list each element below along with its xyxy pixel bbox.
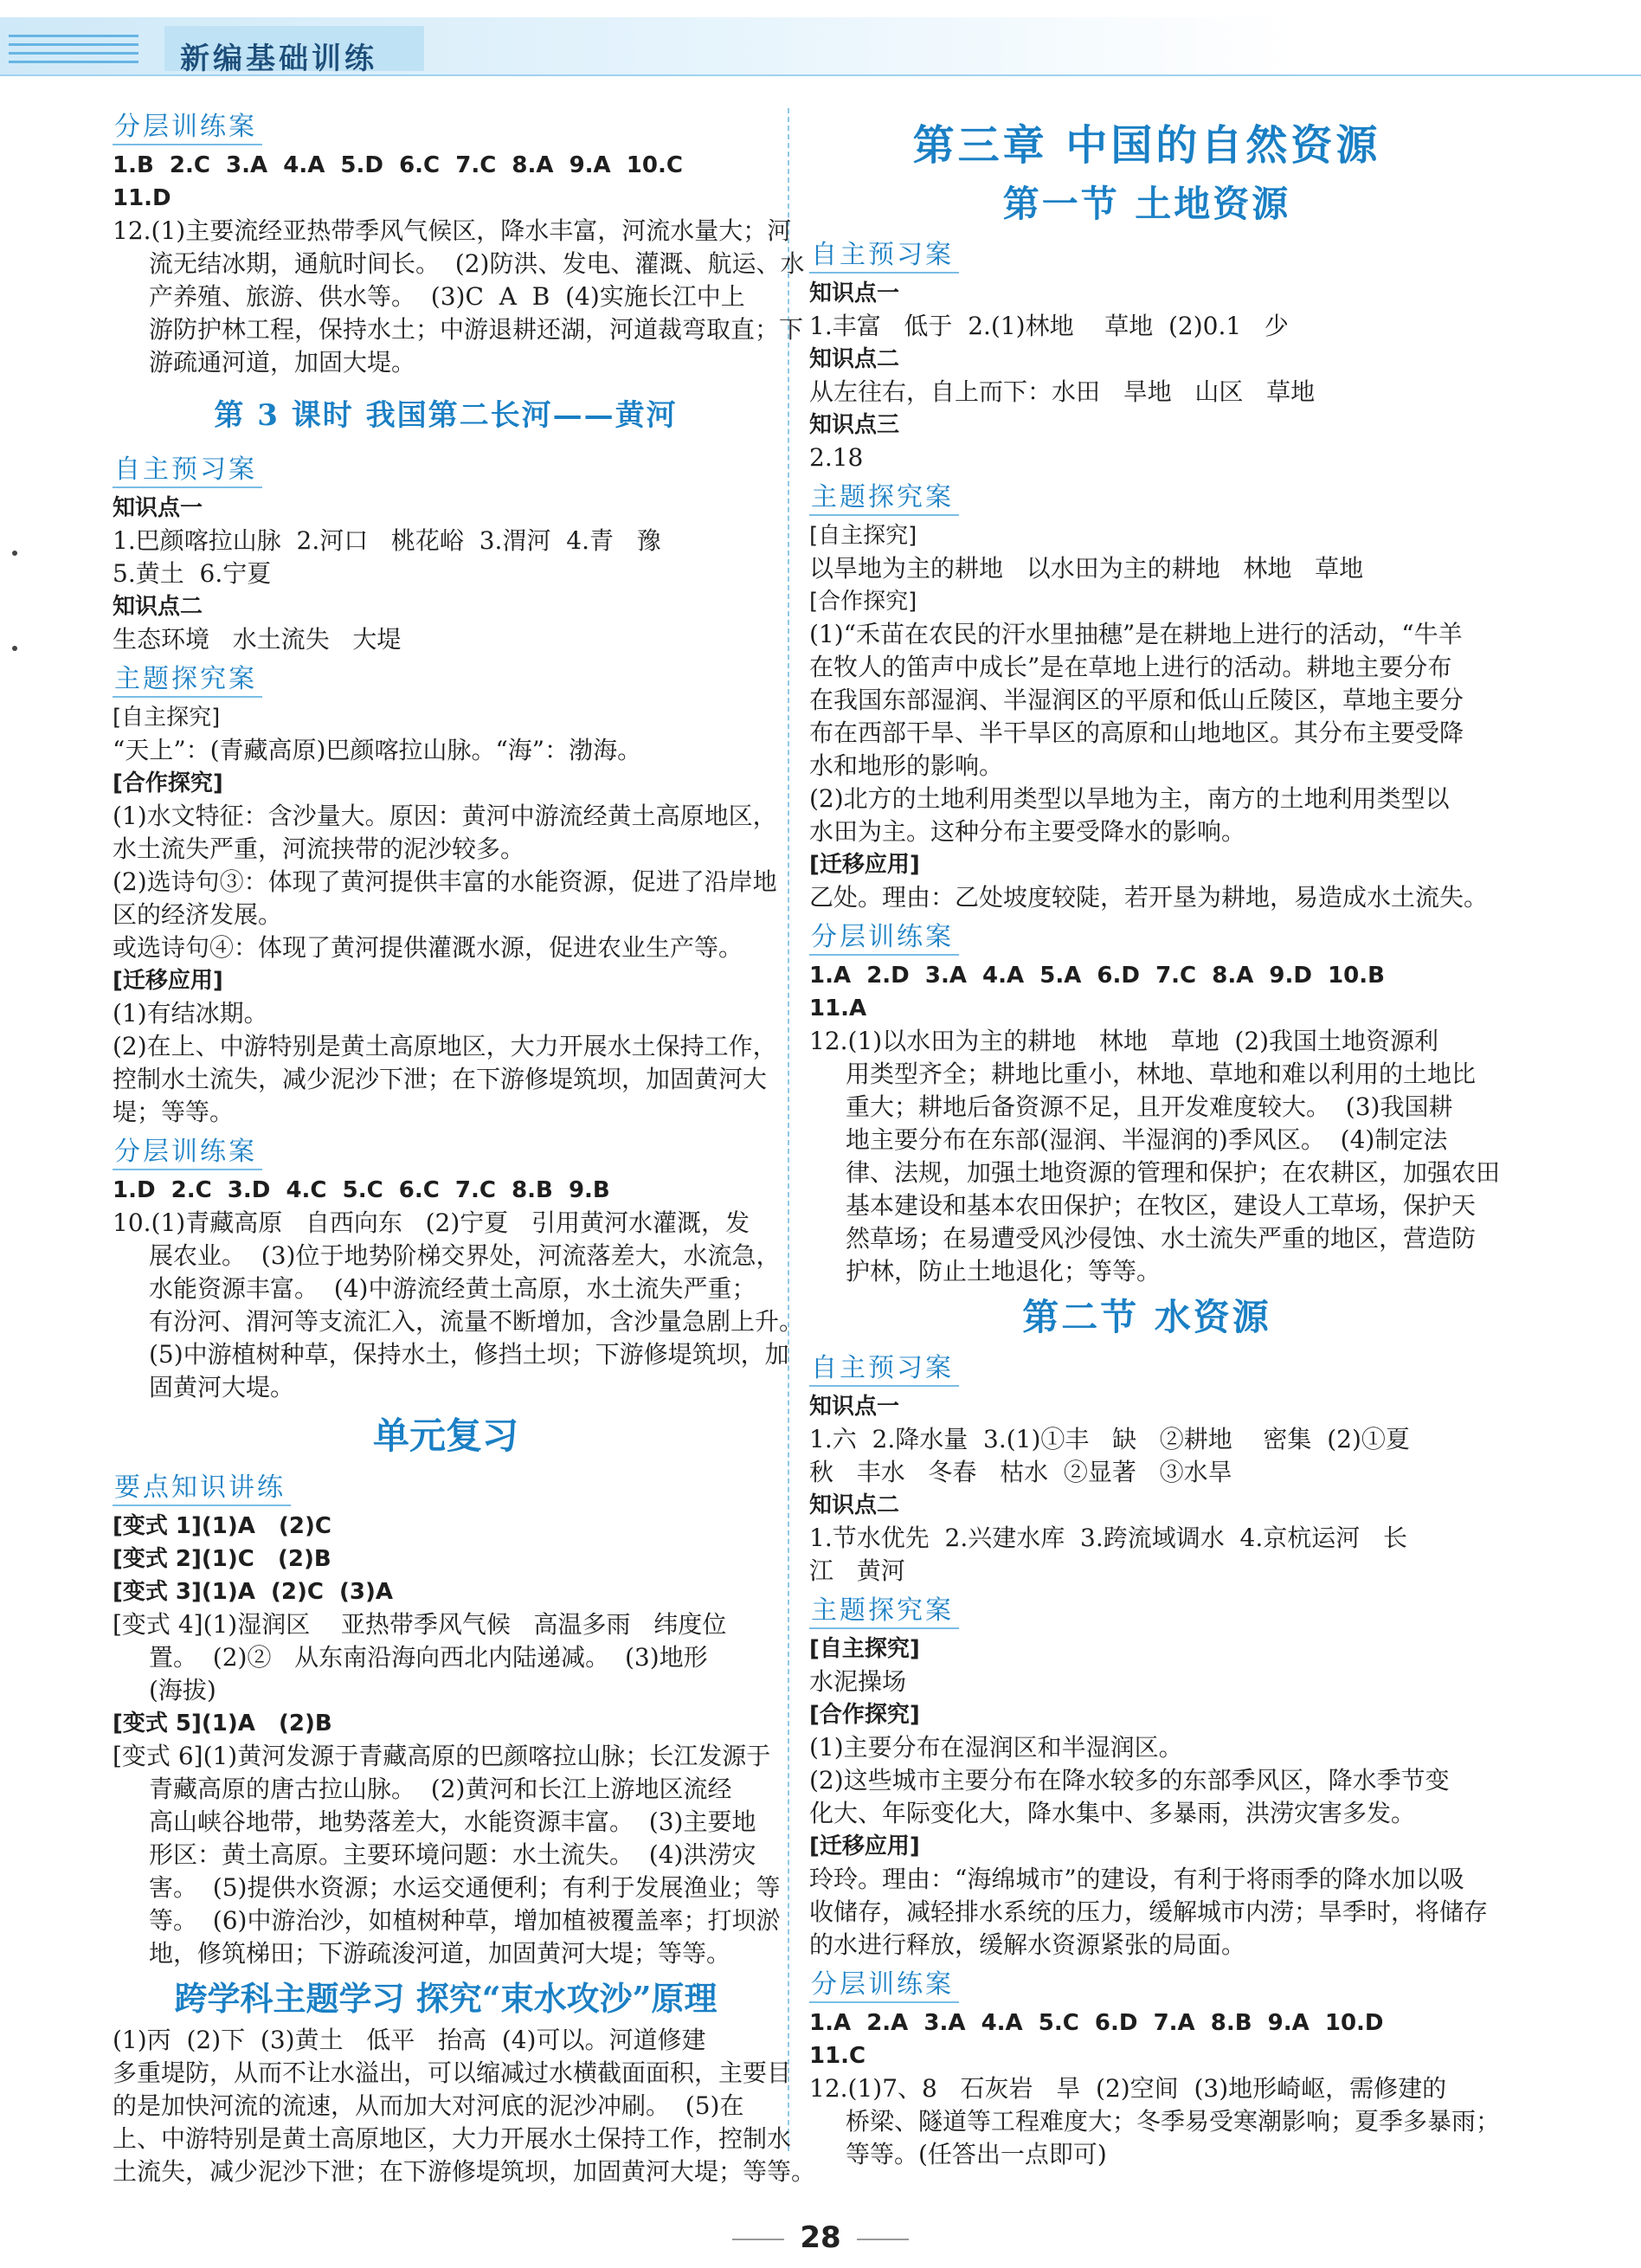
variant-line: 地，修筑梯田；下游疏浚河道，加固黄河大堤；等等。 bbox=[149, 1939, 731, 1968]
subsection-heading: [自主探究] bbox=[809, 1636, 920, 1662]
answer-line: 从左往右，自上而下：水田 旱地 山区 草地 bbox=[809, 377, 1316, 406]
subsection-heading: [合作探究] bbox=[809, 1702, 920, 1728]
answer-line: 生态环境 水土流失 大堤 bbox=[113, 625, 402, 654]
answer-line: 固黄河大堤。 bbox=[149, 1373, 295, 1401]
answer-line: 基本建设和基本农田保护；在牧区，建设人工草场，保护天 bbox=[846, 1191, 1477, 1220]
answer-line: 区的经济发展。 bbox=[113, 900, 283, 929]
variant-line: (海拔) bbox=[149, 1676, 216, 1704]
section-title: 第二节 水资源 bbox=[1022, 1296, 1271, 1338]
answer-line: 1.丰富 低于 2.(1)林地 草地 (2)0.1 少 bbox=[809, 312, 1289, 340]
chapter-title: 第三章 中国的自然资源 bbox=[912, 121, 1381, 170]
answer-line: 流无结冰期，通航时间长。 (2)防洪、发电、灌溉、航运、水 bbox=[149, 249, 805, 278]
answer-line: 11.D bbox=[113, 185, 171, 211]
answer-line: 12.(1)以水田为主的耕地 林地 草地 (2)我国土地资源利 bbox=[809, 1027, 1439, 1055]
answer-line: 用类型齐全；耕地比重小，林地、草地和难以利用的土地比 bbox=[846, 1060, 1477, 1088]
variant-line: [变式 2](1)C (2)B bbox=[113, 1546, 331, 1572]
variant-line: 害。 (5)提供水资源；水运交通便利；有利于发展渔业；等 bbox=[149, 1873, 781, 1902]
page-number-footer bbox=[0, 2220, 1641, 2255]
knowledge-point-heading: 知识点二 bbox=[809, 1492, 900, 1518]
answer-line: (2)选诗句③：体现了黄河提供丰富的水能资源，促进了沿岸地 bbox=[113, 867, 777, 896]
answer-line: 收储存，减轻排水系统的压力，缓解城市内涝；旱季时，将储存 bbox=[809, 1898, 1489, 1926]
answer-line: 游疏通河道，加固大堤。 bbox=[149, 348, 416, 377]
column-divider bbox=[788, 108, 789, 2151]
answer-line: (2)北方的土地利用类型以旱地为主，南方的土地利用类型以 bbox=[809, 784, 1450, 813]
answer-line: 等等。(任答出一点即可) bbox=[846, 2140, 1107, 2168]
variant-line: 形区：黄土高原。主要环境问题：水土流失。 (4)洪涝灾 bbox=[149, 1840, 756, 1869]
answer-line: 以旱地为主的耕地 以水田为主的耕地 林地 草地 bbox=[809, 554, 1364, 583]
section-label: 分层训练案 bbox=[809, 921, 959, 956]
answer-line: 秋 丰水 冬春 枯水 ②显著 ③水旱 bbox=[809, 1458, 1232, 1486]
subsection-heading: [自主探究] bbox=[113, 705, 221, 731]
knowledge-point-heading: 知识点三 bbox=[809, 412, 900, 438]
answer-line: (2)这些城市主要分布在降水较多的东部季风区，降水季节变 bbox=[809, 1766, 1450, 1794]
subsection-heading: [迁移应用] bbox=[809, 852, 920, 878]
answer-line: (2)在上、中游特别是黄土高原地区，大力开展水土保持工作， bbox=[113, 1032, 777, 1060]
answer-line: 重大；耕地后备资源不足，且开发难度较大。 (3)我国耕 bbox=[846, 1092, 1453, 1121]
answer-line: 的是加快河流的流速，从而加大对河底的泥沙冲刷。 (5)在 bbox=[113, 2091, 744, 2120]
answer-line: 1.节水优先 2.兴建水库 3.跨流域调水 4.京杭运河 长 bbox=[809, 1524, 1407, 1552]
answer-line: 11.A bbox=[809, 995, 867, 1021]
section-label: 分层训练案 bbox=[113, 1136, 262, 1170]
answer-line: 布在西部干旱、半干旱区的高原和山地地区。其分布主要受降 bbox=[809, 718, 1464, 747]
knowledge-point-heading: 知识点二 bbox=[113, 594, 203, 620]
section-title: 第一节 土地资源 bbox=[1002, 183, 1291, 225]
answer-line: 1.A 2.D 3.A 4.A 5.A 6.D 7.C 8.A 9.D 10.B bbox=[809, 963, 1385, 989]
answer-line: 在牧人的笛声中成长”是在草地上进行的活动。耕地主要分布 bbox=[809, 653, 1452, 681]
answer-line: 玲玲。理由：“海绵城市”的建设，有利于将雨季的降水加以吸 bbox=[809, 1865, 1464, 1893]
answer-line: 或选诗句④：体现了黄河提供灌溉水源，促进农业生产等。 bbox=[113, 933, 743, 962]
section-label: 分层训练案 bbox=[113, 111, 262, 145]
variant-line: 青藏高原的唐古拉山脉。 (2)黄河和长江上游地区流经 bbox=[149, 1775, 732, 1803]
answer-line: 1.A 2.A 3.A 4.A 5.C 6.D 7.A 8.B 9.A 10.D bbox=[809, 2010, 1384, 2036]
variant-line: 等。 (6)中游治沙，如植树种草，增加植被覆盖率；打坝淤 bbox=[149, 1906, 781, 1935]
subsection-heading: [自主探究] bbox=[809, 523, 917, 549]
subsection-heading: [合作探究] bbox=[113, 770, 223, 796]
answer-line: 水泥操场 bbox=[809, 1667, 907, 1696]
variant-line: [变式 5](1)A (2)B bbox=[113, 1711, 332, 1736]
answer-line: 水土流失严重，河流挟带的泥沙较多。 bbox=[113, 834, 525, 863]
answer-line: 土流失，减少泥沙下泄；在下游修堤筑坝，加固黄河大堤；等等。 bbox=[113, 2157, 816, 2186]
section-label: 主题探究案 bbox=[113, 663, 262, 698]
answer-line: 产养殖、旅游、供水等。 (3)C A B (4)实施长江中上 bbox=[149, 282, 745, 311]
answer-line: “天上”：(青藏高原)巴颜喀拉山脉。“海”：渤海。 bbox=[113, 736, 642, 764]
answer-line: 江 黄河 bbox=[809, 1556, 905, 1585]
footer-rule bbox=[732, 2239, 784, 2240]
section-label: 主题探究案 bbox=[809, 1595, 959, 1629]
answer-line: 1.六 2.降水量 3.(1)①丰 缺 ②耕地 密集 (2)①夏 bbox=[809, 1425, 1410, 1453]
answer-line: 的水进行释放，缓解水资源紧张的局面。 bbox=[809, 1930, 1246, 1959]
answer-line: 地主要分布在东部(湿润、半湿润的)季风区。 (4)制定法 bbox=[846, 1125, 1448, 1154]
knowledge-point-heading: 知识点一 bbox=[809, 280, 900, 306]
answer-line: 1.D 2.C 3.D 4.C 5.C 6.C 7.C 8.B 9.B bbox=[113, 1177, 610, 1203]
answer-line: 在我国东部湿润、半湿润区的平原和低山丘陵区，草地主要分 bbox=[809, 686, 1464, 714]
answer-line: 乙处。理由：乙处坡度较陡，若开垦为耕地，易造成水土流失。 bbox=[809, 883, 1489, 912]
header-band bbox=[0, 0, 1641, 87]
unit-review-title: 单元复习 bbox=[372, 1414, 518, 1457]
knowledge-point-heading: 知识点二 bbox=[809, 346, 900, 372]
answer-line: 护林，防止土地退化；等等。 bbox=[846, 1257, 1162, 1285]
section-label: 分层训练案 bbox=[809, 1968, 959, 2003]
cross-subject-title: 跨学科主题学习 探究“束水攻沙”原理 bbox=[174, 1979, 718, 2018]
answer-line: 5.黄土 6.宁夏 bbox=[113, 559, 272, 588]
answer-line: 化大、年际变化大，降水集中、多暴雨，洪涝灾害多发。 bbox=[809, 1799, 1416, 1827]
answer-line: 然草场；在易遭受风沙侵蚀、水土流失严重的地区，营造防 bbox=[846, 1224, 1477, 1253]
answer-line: 12.(1)7、8 石灰岩 旱 (2)空间 (3)地形崎岖，需修建的 bbox=[809, 2074, 1447, 2103]
answer-line: 10.(1)青藏高原 自西向东 (2)宁夏 引用黄河水灌溉，发 bbox=[113, 1208, 750, 1237]
answer-line: 律、法规，加强土地资源的管理和保护；在农耕区，加强农田 bbox=[846, 1158, 1501, 1187]
left-column bbox=[113, 104, 816, 2188]
variant-line: [变式 4](1)湿润区 亚热带季风气候 高温多雨 纬度位 bbox=[113, 1610, 727, 1639]
knowledge-point-heading: 知识点一 bbox=[113, 495, 203, 521]
right-column bbox=[809, 104, 1501, 2171]
section-label: 要点知识讲练 bbox=[113, 1472, 291, 1506]
subsection-heading: [合作探究] bbox=[809, 589, 917, 615]
variant-line: [变式 1](1)A (2)C bbox=[113, 1513, 331, 1539]
variant-line: 高山峡谷地带，地势落差大，水能资源丰富。 (3)主要地 bbox=[149, 1807, 756, 1836]
lesson-title: 第 3 课时 我国第二长河——黄河 bbox=[214, 398, 678, 433]
answer-line: 展农业。 (3)位于地势阶梯交界处，河流落差大，水流急， bbox=[149, 1241, 781, 1270]
section-label: 自主预习案 bbox=[809, 239, 959, 274]
variant-line: 置。 (2)② 从东南沿海向西北内陆递减。 (3)地形 bbox=[149, 1643, 708, 1672]
header-title: 新编基础训练 bbox=[180, 42, 377, 76]
answer-line: (5)中游植树种草，保持水土，修挡土坝；下游修堤筑坝，加 bbox=[149, 1340, 789, 1369]
answer-line: (1)主要分布在湿润区和半湿润区。 bbox=[809, 1733, 1183, 1762]
answer-line: 上、中游特别是黄土高原地区，大力开展水土保持工作，控制水 bbox=[113, 2124, 792, 2153]
answer-line: (1)有结冰期。 bbox=[113, 999, 268, 1028]
subsection-heading: [迁移应用] bbox=[113, 968, 223, 994]
answer-line: 1.B 2.C 3.A 4.A 5.D 6.C 7.C 8.A 9.A 10.C bbox=[113, 152, 683, 178]
variant-line: [变式 3](1)A (2)C (3)A bbox=[113, 1579, 394, 1605]
answer-line: 游防护林工程，保持水土；中游退耕还湖，河道裁弯取直；下 bbox=[149, 315, 804, 344]
page-number: 28 bbox=[800, 2220, 841, 2255]
footer-rule bbox=[857, 2239, 909, 2240]
answer-line: (1)水文特征：含沙量大。原因：黄河中游流经黄土高原地区， bbox=[113, 802, 777, 830]
section-label: 自主预习案 bbox=[809, 1352, 959, 1387]
section-label: 自主预习案 bbox=[113, 454, 262, 488]
answer-line: 2.18 bbox=[809, 443, 864, 472]
answer-line: 水田为主。这种分布主要受降水的影响。 bbox=[809, 817, 1246, 846]
answer-line: 多重堤防，从而不让水溢出，可以缩减过水横截面面积，主要目 bbox=[113, 2059, 792, 2087]
answer-line: 有汾河、渭河等支流汇入，流量不断增加，含沙量急剧上升。 bbox=[149, 1307, 804, 1336]
knowledge-point-heading: 知识点一 bbox=[809, 1394, 900, 1420]
answer-line: 水能资源丰富。 (4)中游流经黄土高原，水土流失严重； bbox=[149, 1274, 756, 1303]
answer-line: 桥梁、隧道等工程难度大；冬季易受寒潮影响；夏季多暴雨； bbox=[846, 2107, 1501, 2136]
margin-dot bbox=[12, 646, 17, 651]
answer-line: 水和地形的影响。 bbox=[809, 751, 1004, 780]
answer-line: 12.(1)主要流经亚热带季风气候区，降水丰富，河流水量大；河 bbox=[113, 216, 792, 245]
answer-line: (1)“禾苗在农民的汗水里抽穗”是在耕地上进行的活动，“牛羊 bbox=[809, 620, 1463, 648]
answer-line: 1.巴颜喀拉山脉 2.河口 桃花峪 3.渭河 4.青 豫 bbox=[113, 526, 661, 555]
subsection-heading: [迁移应用] bbox=[809, 1833, 920, 1859]
answer-line: 11.C bbox=[809, 2043, 866, 2069]
answer-line: 控制水土流失，减少泥沙下泄；在下游修堤筑坝，加固黄河大 bbox=[113, 1065, 768, 1093]
answer-line: 堤；等等。 bbox=[113, 1098, 235, 1126]
section-label: 主题探究案 bbox=[809, 481, 959, 516]
margin-dot bbox=[12, 551, 17, 556]
answer-line: (1)丙 (2)下 (3)黄土 低平 抬高 (4)可以。河道修建 bbox=[113, 2026, 706, 2054]
variant-line: [变式 6](1)黄河发源于青藏高原的巴颜喀拉山脉；长江发源于 bbox=[113, 1742, 771, 1770]
